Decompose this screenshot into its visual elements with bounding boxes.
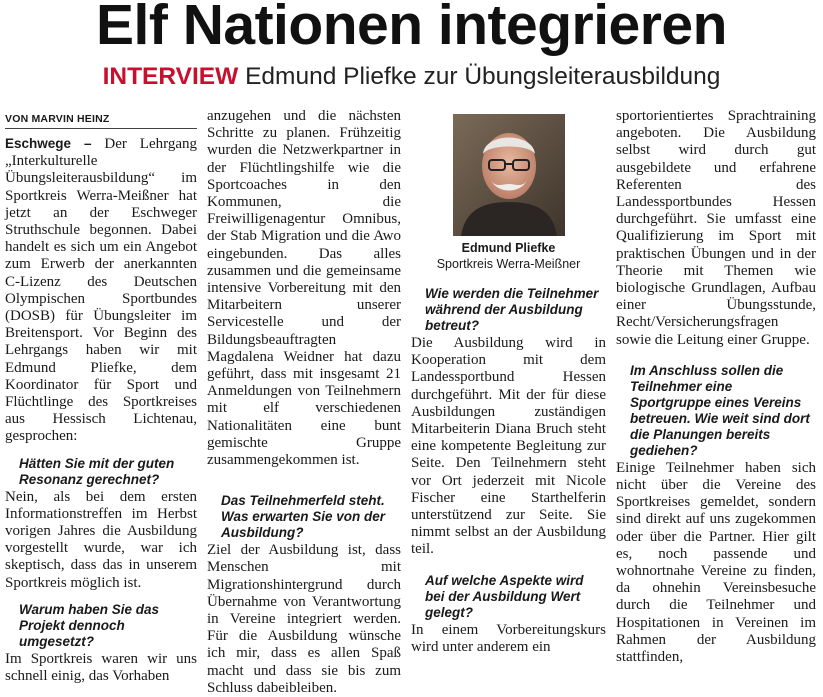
portrait-photo [453, 114, 565, 236]
answer-1: Nein, als bei dem ersten Informationstreffen im Herbst vorigen Jahres die Ausbildung vorgestellt wurde, war ich skeptisch, dass das in unserem Sportkreis möglich ist. [5, 488, 197, 591]
interview-kicker: INTERVIEW [102, 63, 239, 90]
answer-4: Die Ausbildung wird in Kooperation mit dem Landessportbund Hessen durchgeführt. Mit der für diese Ausbildungen zuständigen Mitarbeiterin Diana Bruch steht eine kompetente Begleitung zur Seite. Den Teilnehmern steht vor Ort jederzeit mit Nicole Fischer eine Starthelferin unterstützend zur Seite. Sie nimmt selbst an der Ausbildung teil. [411, 335, 606, 558]
portrait-image [453, 114, 565, 236]
headline: Elf Nationen integrieren [96, 0, 727, 57]
photo-caption-organization: Sportkreis Werra-Meißner [436, 257, 581, 271]
article-column-2 [207, 108, 401, 697]
question-4: Wie werden die Teilnehmer während der Ausbildung betreut? [425, 286, 599, 333]
answer-6: Einige Teilnehmer haben sich nicht über die Vereine des Sportkreises gemeldet, sondern sind direkt auf uns zugekommen oder über die Partner. Hier gilt es, noch passende und wohnortnahe Vereine zu finden, da ohnehin Vereinsbesuche durch die Teilnehmer und Hospitationen in Vereinen im Rahmen der Ausbildung stattfinden, [616, 459, 816, 666]
subheadline-text: Edmund Pliefke zur Übungsleiterausbildung [245, 63, 721, 90]
article-column-1 [5, 108, 197, 685]
question-5: Auf welche Aspekte wird bei der Ausbildung Wert gelegt? [425, 572, 584, 620]
answer-5-continued: sportorientiertes Sprachtraining angeboten. Die Ausbildung selbst wird durch gut ausgebildete und erfahrene Referenten des Landessportbundes Hessen durchgeführt. Sie umfasst eine Qualifizierung im Sport mit praktischen Übungen und in der Theorie mit Themen wie biologische Grundlagen, Aufbau einer Übungsstunde, Recht/Versicherungsfragen sowie die Leitung einer Gruppe. [616, 108, 816, 348]
article-column-3 [411, 108, 606, 656]
question-1: Hätten Sie mit der guten Resonanz gerechnet? [19, 455, 175, 487]
question-2: Warum haben Sie das Projekt dennoch umgesetzt? [19, 601, 160, 649]
intro-text: Der Lehrgang „Interkulturelle Übungsleiterausbildung“ im Sportkreis Werra-Meißner hat jetzt an der Eschweger Struthschule begonnen. Dabei handelt es sich um ein Angebot zum Erwerb der anerkannten C-Lizenz des Deutschen Olympischen Sportbundes (DOSB) für Übungsleiter im Breitensport. Vor Beginn des Lehrgangs haben wir mit Edmund Pliefke, dem Koordinator für Sport und Flüchtlinge des Sportkreises aus Hessisch Lichtenau, gesprochen: [5, 136, 197, 445]
question-3: Das Teilnehmerfeld steht. Was erwarten Sie von der Ausbildung? [221, 493, 386, 541]
byline: VON MARVIN HEINZ [5, 112, 197, 129]
article-column-4 [616, 108, 816, 666]
answer-5-start: In einem Vorbereitungskurs wird unter anderem ein [411, 621, 606, 655]
answer-3: Ziel der Ausbildung ist, dass Menschen mit Migrationshintergrund durch Übernahme von Verantwortung in Vereine integriert werden. Für die Ausbildung wünsche ich mir, dass es allen Spaß macht und dass sie bis zum Schluss dabeibleiben. [207, 542, 401, 696]
intro-paragraph [5, 135, 197, 446]
photo-caption-name: Edmund Pliefke [461, 241, 556, 255]
answer-2-start: Im Sportkreis waren wir uns schnell einig, das Vorhaben [5, 650, 197, 685]
question-6: Im Anschluss sollen die Teilnehmer eine Sportgruppe eines Vereins betreuen. Wie weit sind dort die Planungen bereits gediehen? [630, 362, 810, 458]
dateline: Eschwege – [5, 136, 92, 151]
answer-2-continued: anzugehen und die nächsten Schritte zu planen. Frühzeitig wurden die Netzwerkpartner in der Flüchtlingshilfe wie die Sportcoaches in den Kommunen, die Freiwilligenagentur Omnibus, der Stab Migration und die Awo eingebunden. Das alles zusammen und die gemeinsame intensive Vorbereitung mit den Mitarbeitern unserer Servicestelle und der Bildungsbeauftragten Magdalena Weidner hat dazu geführt, dass mit insgesamt 21 Anmeldungen von Teilnehmern mit elf verschiedenen Nationalitäten eine bunt gemischte Gruppe zusammengekommen ist. [207, 108, 401, 469]
subheadline [0, 62, 823, 92]
